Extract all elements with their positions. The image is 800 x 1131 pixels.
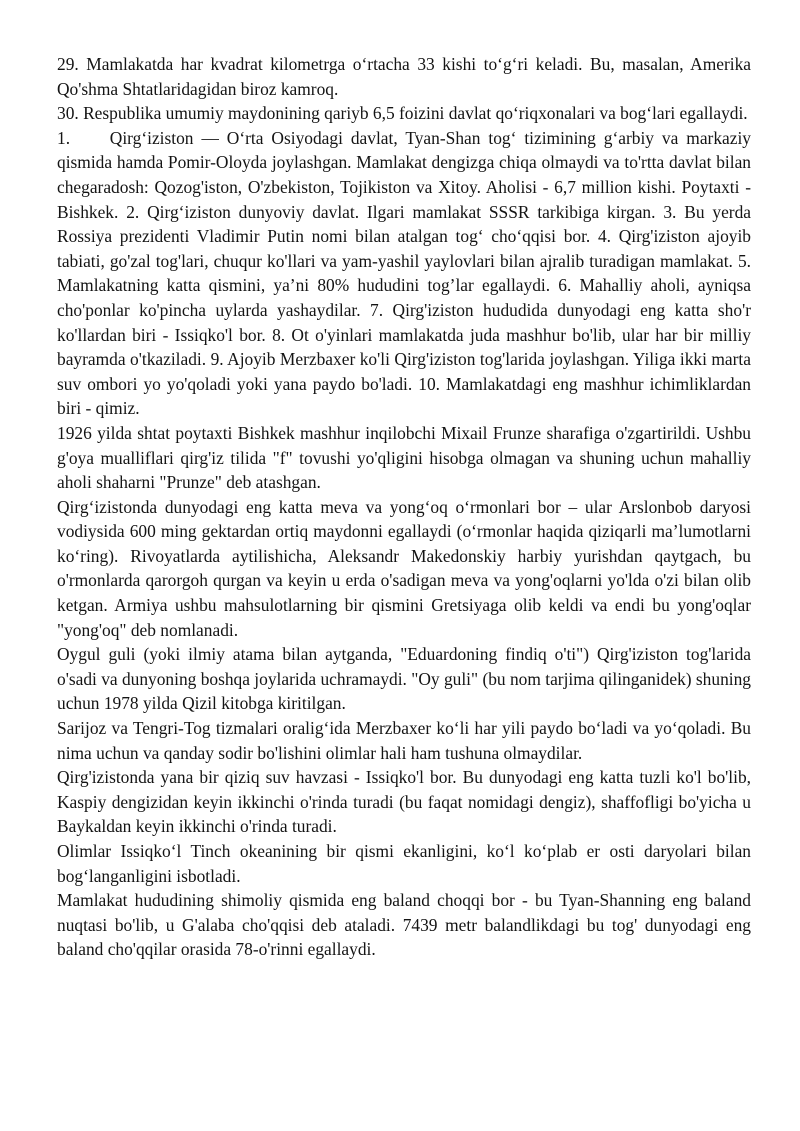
paragraph-victory-peak: Mamlakat hududining shimoliy qismida eng baland choqqi bor - bu Tyan-Shanning eng baland nuqtasi bo'lib, u G'alaba cho'qqisi deb ataladi. 7439 metr balandlikdagi bu tog' dunyodagi eng baland cho'qqilar orasida 78-o'rinni egallaydi. [57,890,751,960]
paragraph-walnut-forests: Qirg‘izistonda dunyodagi eng katta meva va yong‘oq o‘rmonlari bor – ular Arslonbob daryosi vodiysida 600 ming gektardan ortiq maydonni egallaydi (o‘rmonlar haqida qiziqarli ma’lumotlarni ko‘ring). Rivoyatlarda aytilishicha, Aleksandr Makedonskiy harbiy yurishdan qaytgach, bu o'rmonlarda qarorgoh qurgan va keyin u erda o'sadigan meva va yong'oqlarni yo'lda o'zi bilan olib ketgan. Armiya ushbu mahsulotlarning bir qismini Gretsiyaga olib keldi va endi bu yong'oqlar "yong'oq" deb nomlanadi. [57,496,751,640]
paragraph-merzbacher-lake: Sarijoz va Tengri-Tog tizmalari oralig‘ida Merzbaxer ko‘li har yili paydo bo‘ladi va yo‘qoladi. Bu nima uchun va qanday sodir bo'lishini olimlar hali ham tushuna olmaydilar. [57,718,751,763]
paragraph-frunze-rename: 1926 yilda shtat poytaxti Bishkek mashhur inqilobchi Mixail Frunze sharafiga o'zgartirildi. Ushbu g'oya mualliflari qirg'iz tilida "f" tovushi yo'qligini hisobga olmagan va shuning uchun mahalliy aholi shaharni "Prunze" deb atashgan. [57,422,751,493]
document-page [57,52,751,962]
paragraph-issyk-kul-ocean: Olimlar Issiqko‘l Tinch okeanining bir qismi ekanligini, ko‘l ko‘plab er osti daryolari bilan bog‘langanligini isbotladi. [57,841,751,886]
paragraph-country-overview: 1. Qirg‘iziston — O‘rta Osiyodagi davlat, Tyan-Shan tog‘ tizimining g‘arbiy va markaziy qismida hamda Pomir-Oloyda joylashgan. Mamlakat dengizga chiqa olmaydi va to'rtta davlat bilan chegaradosh: Qozog'iston, O'zbekiston, Tojikiston va Xitoy. Aholisi - 6,7 million kishi. Poytaxti - Bishkek. 2. Qirg‘iziston dunyoviy davlat. Ilgari mamlakat SSSR tarkibiga kirgan. 3. Bu yerda Rossiya prezidenti Vladimir Putin nomi bilan atalgan tog‘ cho‘qqisi bor. 4. Qirg'iziston ajoyib tabiati, go'zal tog'lari, chuqur ko'llari va yam-yashil yaylovlari bilan ajralib turadigan mamlakat. 5. Mamlakatning katta qismini, ya’ni 80% hududini tog’lar egallaydi. 6. Mahalliy aholi, ayniqsa cho'ponlar ko'pincha uylarda yashaydilar. 7. Qirg'iziston hududida dunyodagi eng katta sho'r ko'llardan biri - Issiqko'l bor. 8. Ot o'yinlari mamlakatda juda mashhur bo'lib, ular har bir milliy bayramda o'tkaziladi. 9. Ajoyib Merzbaxer ko'li Qirg'iziston tog'larida joylashgan. Yiliga ikki marta suv ombori yo yo'qoladi yoki yana paydo bo'ladi. 10. Mamlakatdagi eng mashhur ichimliklardan biri - qimiz. [57,127,751,419]
paragraph-fact-29: 29. Mamlakatda har kvadrat kilometrga o‘rtacha 33 kishi to‘g‘ri keladi. Bu, masalan, Amerika Qo'shma Shtatlaridagidan biroz kamroq. [57,54,751,99]
paragraph-moon-flower: Oygul guli (yoki ilmiy atama bilan aytganda, "Eduardoning findiq o'ti") Qirg'iziston tog'larida o'sadi va dunyoning boshqa joylarida uchramaydi. "Oy guli" (bu nom tarjima qilinganidek) shuning uchun 1978 yilda Qizil kitobga kiritilgan. [57,644,751,714]
paragraph-issyk-kul: Qirg'izistonda yana bir qiziq suv havzasi - Issiqko'l bor. Bu dunyodagi eng katta tuzli ko'l bo'lib, Kaspiy dengizidan keyin ikkinchi o'rinda turadi (bu faqat nomidagi dengiz), shaffofligi bo'yicha u Baykaldan keyin ikkinchi o'rinda turadi. [57,767,751,837]
paragraph-fact-30: 30. Respublika umumiy maydonining qariyb 6,5 foizini davlat qo‘riqxonalari va bog‘lari egallaydi. [57,103,748,124]
